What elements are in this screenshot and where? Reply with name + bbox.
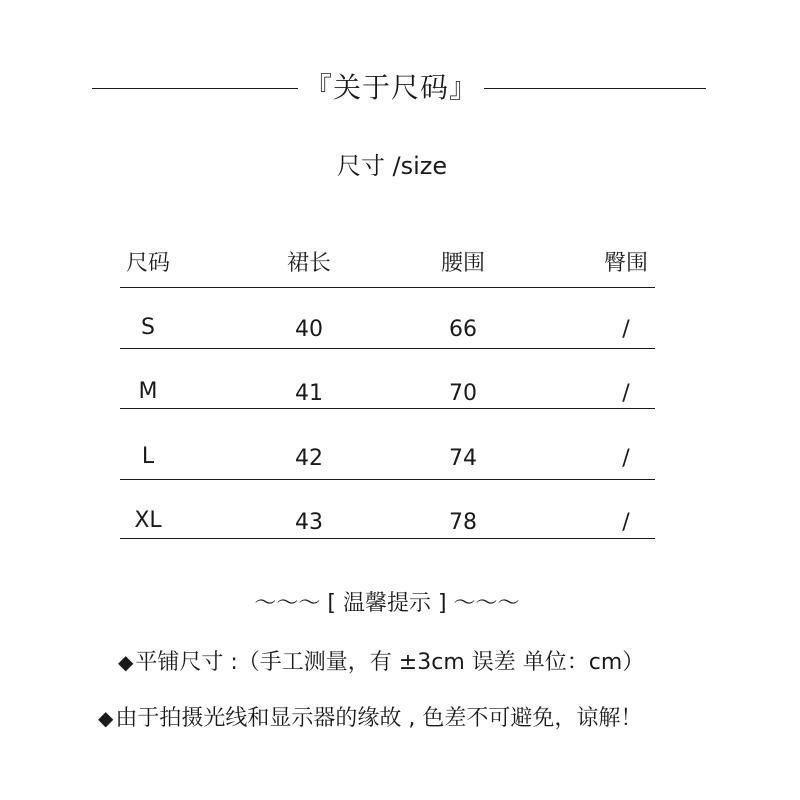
table-cell-waist: 78	[449, 510, 477, 535]
table-cell-size: L	[141, 444, 155, 469]
column-header-hip: 臀围	[603, 251, 648, 276]
tip-text: 平铺尺寸 :（手工测量，有 ±3cm 误差 单位：cm）	[135, 650, 645, 675]
column-header-waist: 腰围	[440, 251, 485, 276]
table-cell-waist: 74	[449, 446, 477, 471]
row-divider	[120, 348, 655, 349]
table-cell-skirt-length: 42	[295, 446, 323, 471]
table-cell-waist: 70	[449, 381, 477, 406]
diamond-icon: ◆	[118, 650, 134, 674]
tip-text: 由于拍摄光线和显示器的缘故 , 色差不可避免，谅解！	[115, 706, 643, 731]
table-cell-skirt-length: 43	[295, 510, 323, 535]
column-header-size: 尺码	[125, 251, 170, 276]
tip-item	[118, 646, 644, 679]
table-cell-waist: 66	[449, 317, 477, 342]
size-subtitle: 尺寸 /size	[336, 152, 448, 180]
table-cell-hip: /	[622, 381, 630, 406]
table-cell-size: S	[141, 315, 155, 340]
row-divider	[120, 479, 655, 480]
table-cell-size: M	[138, 379, 158, 404]
title-dash-left	[92, 88, 298, 89]
diamond-icon: ◆	[98, 706, 114, 730]
page-title: 『关于尺码』	[303, 71, 478, 104]
tip-item	[98, 702, 642, 735]
table-cell-hip: /	[622, 317, 630, 342]
table-cell-hip: /	[622, 446, 630, 471]
table-bottom-line	[120, 538, 655, 539]
table-cell-skirt-length: 40	[295, 317, 323, 342]
title-row	[0, 66, 800, 110]
column-header-skirt-length: 裙长	[286, 251, 331, 276]
tips-heading: ～～～ [ 温馨提示 ] ～～～	[254, 591, 520, 616]
header-divider	[120, 287, 655, 288]
table-cell-size: XL	[134, 508, 162, 533]
table-cell-hip: /	[622, 510, 630, 535]
table-cell-skirt-length: 41	[295, 381, 323, 406]
title-dash-right	[484, 88, 706, 89]
row-divider	[120, 408, 655, 409]
